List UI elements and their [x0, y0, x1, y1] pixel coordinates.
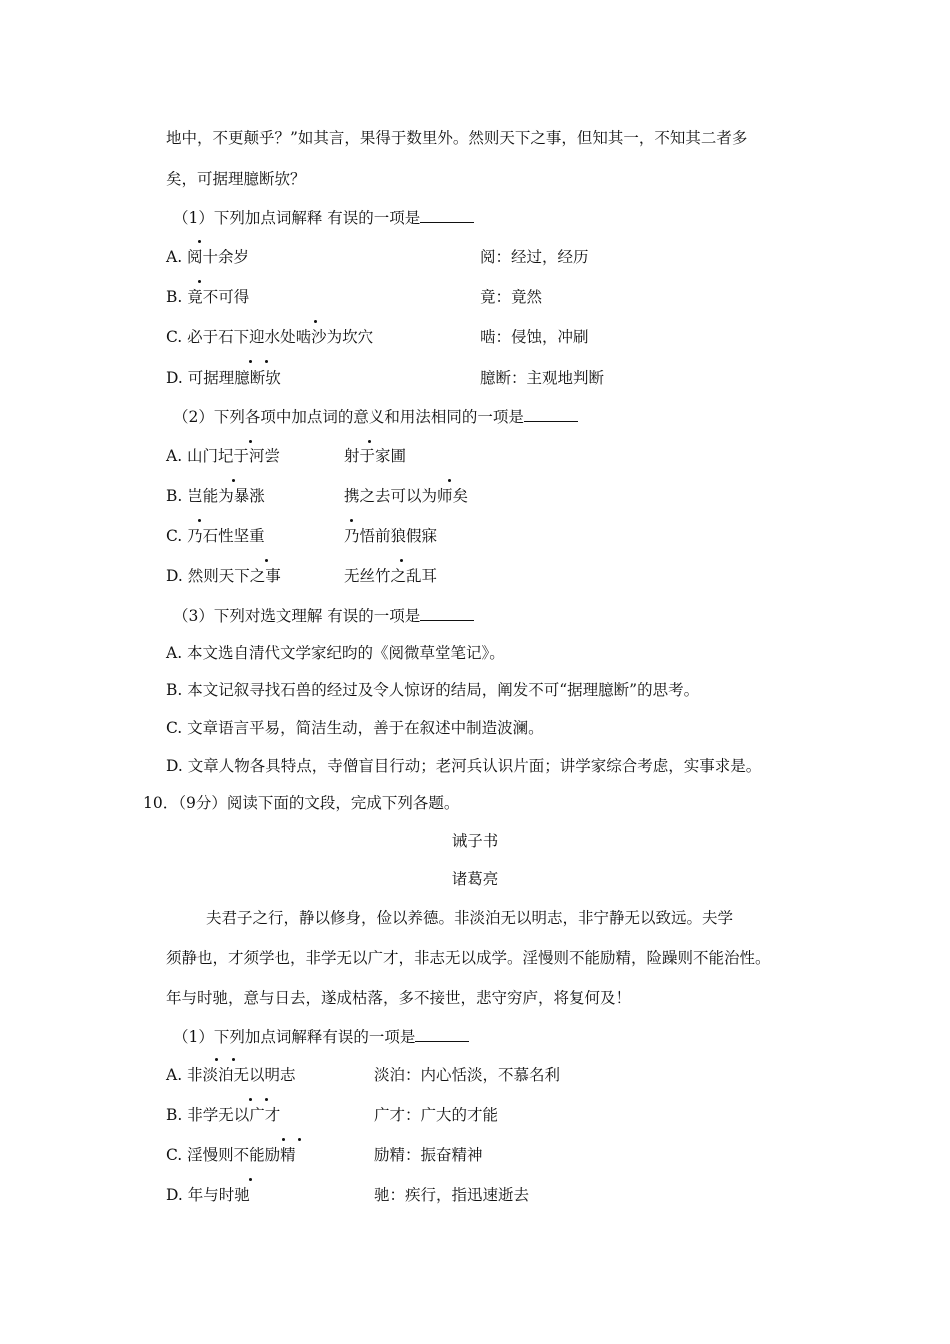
emphasis-dot — [298, 1138, 301, 1141]
answer-blank — [420, 208, 474, 223]
emphasis-dot — [249, 1098, 252, 1101]
passage-author: 诸葛亮 — [451, 870, 499, 888]
emphasis-dot — [314, 320, 317, 323]
emphasis-dot — [232, 479, 235, 482]
emphasis-dot — [265, 1098, 268, 1101]
emphasis-dot — [265, 559, 268, 562]
option-10-1-b-right: 广才：广大的才能 — [374, 1106, 499, 1124]
option-10-1-a-left: A. 非淡泊无以明志 — [166, 1066, 296, 1084]
question-9-3-text: （3）下列对选文理解 有误的一项是 — [173, 607, 421, 625]
emphasis-dot — [249, 440, 252, 443]
emphasis-dot — [249, 360, 252, 363]
passage-line-2: 矣，可据理臆断欤？ — [166, 170, 306, 188]
option-9-1-d-right: 臆断：主观地判断 — [480, 369, 605, 387]
emphasis-dot — [198, 519, 201, 522]
emphasis-dot — [198, 280, 201, 283]
option-9-2-d-left: D. 然则天下之事 — [166, 567, 281, 585]
option-9-2-b-right: 携之去可以为师矣 — [344, 487, 469, 505]
passage-line-1: 地中，不更颠乎？”如其言，果得于数里外。然则天下之事，但知其一，不知其二者多 — [166, 129, 748, 147]
option-10-1-d-left: D. 年与时驰 — [166, 1186, 250, 1204]
option-9-2-b-left: B. 岂能为暴涨 — [166, 487, 265, 505]
option-9-2-d-right: 无丝竹之乱耳 — [344, 567, 438, 585]
emphasis-dot — [232, 1058, 235, 1061]
option-9-3-c: C. 文章语言平易，简洁生动，善于在叙述中制造波澜。 — [166, 719, 544, 737]
emphasis-dot — [350, 519, 353, 522]
option-9-1-c-right: 啮：侵蚀，冲刷 — [480, 328, 589, 346]
option-10-1-d-right: 驰：疾行，指迅速逝去 — [374, 1186, 530, 1204]
option-9-2-a-left: A. 山门圮于河尝 — [166, 447, 281, 465]
answer-blank — [420, 606, 474, 621]
emphasis-dot — [249, 1178, 252, 1181]
option-9-3-d: D. 文章人物各具特点，寺僧盲目行动；老河兵认识片面；讲学家综合考虑，实事求是。 — [166, 757, 762, 775]
emphasis-dot — [282, 1138, 285, 1141]
option-9-1-b-left: B. 竟不可得 — [166, 288, 250, 306]
option-10-1-a-right: 淡泊：内心恬淡，不慕名利 — [374, 1066, 561, 1084]
option-9-1-a-left: A. 阅十余岁 — [166, 248, 250, 266]
option-9-1-b-right: 竟：竟然 — [480, 288, 543, 306]
option-9-1-c-left: C. 必于石下迎水处啮沙为坎穴 — [166, 328, 374, 346]
option-9-2-c-left: C. 乃石性坚重 — [166, 527, 265, 545]
option-9-1-a-right: 阅：经过，经历 — [480, 248, 589, 266]
option-10-1-c-right: 励精：振奋精神 — [374, 1146, 483, 1164]
passage-paragraph-line-3: 年与时驰，意与日去，遂成枯落，多不接世，悲守穷庐，将复何及！ — [166, 989, 632, 1007]
passage-paragraph-line-2: 须静也，才须学也，非学无以广才，非志无以成学。淫慢则不能励精，险躁则不能治性。 — [166, 949, 771, 967]
option-10-1-c-left: C. 淫慢则不能励精 — [166, 1146, 296, 1164]
answer-blank — [415, 1027, 469, 1042]
question-10-1 — [173, 1026, 469, 1048]
question-9-3 — [173, 605, 474, 627]
emphasis-dot — [198, 240, 201, 243]
passage-title: 诫子书 — [451, 832, 499, 850]
emphasis-dot — [448, 479, 451, 482]
question-10-1-text: （1）下列加点词解释有误的一项是 — [173, 1028, 416, 1046]
question-9-1 — [173, 207, 474, 229]
question-9-1-text: （1）下列加点词解释 有误的一项是 — [173, 209, 421, 227]
option-9-3-b: B. 本文记叙寻找石兽的经过及令人惊讶的结局，阐发不可“据理臆断”的思考。 — [166, 681, 700, 699]
emphasis-dot — [265, 360, 268, 363]
question-10-heading: 10．（9分）阅读下面的文段，完成下列各题。 — [143, 794, 460, 812]
emphasis-dot — [400, 559, 403, 562]
option-9-2-a-right: 射于家圃 — [344, 447, 407, 465]
emphasis-dot — [368, 440, 371, 443]
option-9-3-a: A. 本文选自清代文学家纪昀的《阅微草堂笔记》。 — [166, 644, 505, 662]
emphasis-dot — [215, 1058, 218, 1061]
option-9-1-d-left: D. 可据理臆断欤 — [166, 369, 281, 387]
option-9-2-c-right: 乃悟前狼假寐 — [344, 527, 438, 545]
question-9-2-text: （2）下列各项中加点词的意义和用法相同的一项是 — [173, 408, 524, 426]
answer-blank — [524, 407, 578, 422]
option-10-1-b-left: B. 非学无以广才 — [166, 1106, 281, 1124]
question-9-2 — [173, 406, 578, 428]
passage-paragraph-line-1: 夫君子之行，静以修身，俭以养德。非淡泊无以明志，非宁静无以致远。夫学 — [206, 909, 734, 927]
